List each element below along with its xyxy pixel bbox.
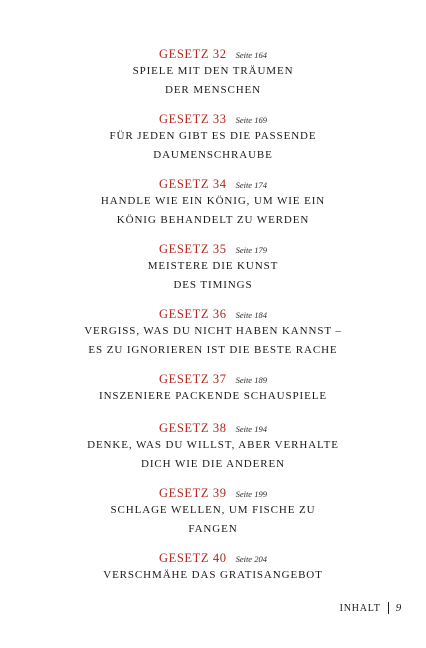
entry-heading (40, 369, 386, 387)
page-reference: Seite 164 (235, 50, 267, 60)
law-title-line: ES ZU IGNORIEREN IST DIE BESTE RACHE (88, 344, 338, 356)
page-reference: Seite 194 (235, 424, 267, 434)
law-title-line: DER MENSCHEN (164, 84, 262, 96)
page-reference: Seite 174 (235, 180, 267, 190)
toc-entry-gesetz-40 (40, 548, 386, 585)
law-title-line: KÖNIG BEHANDELT ZU WERDEN (116, 214, 310, 226)
law-title-line: INSZENIERE PACKENDE SCHAUSPIELE (99, 390, 327, 402)
toc-entry-gesetz-32 (40, 44, 386, 100)
law-title-line: SCHLAGE WELLEN, UM FISCHE ZU (110, 504, 316, 516)
page-reference: Seite 199 (235, 489, 267, 499)
law-number: GESETZ 39 (159, 486, 227, 500)
entry-heading (40, 174, 386, 192)
law-title-line: MEISTERE DIE KUNST (147, 260, 279, 272)
law-title-line: VERGISS, WAS DU NICHT HABEN KANNST – (84, 325, 342, 337)
law-title-line: DAUMENSCHRAUBE (153, 149, 273, 161)
law-title-line: SPIELE MIT DEN TRÄUMEN (132, 65, 294, 77)
page-reference: Seite 189 (235, 375, 267, 385)
law-number: GESETZ 40 (159, 551, 227, 565)
toc-entry-gesetz-38 (40, 418, 386, 474)
page-reference: Seite 179 (235, 245, 267, 255)
section-label: INHALT (339, 602, 381, 614)
law-title-line: FANGEN (188, 523, 238, 535)
law-title-line: HANDLE WIE EIN KÖNIG, UM WIE EIN (100, 195, 326, 207)
toc-entry-gesetz-35 (40, 239, 386, 295)
page-reference: Seite 184 (235, 310, 267, 320)
page-number: 9 (395, 602, 402, 614)
entry-heading (40, 304, 386, 322)
entry-heading (40, 44, 386, 62)
law-number: GESETZ 38 (159, 421, 227, 435)
law-number: GESETZ 33 (159, 112, 227, 126)
law-number: GESETZ 36 (159, 307, 227, 321)
toc-entry-gesetz-37 (40, 369, 386, 406)
entry-heading (40, 418, 386, 436)
page-reference: Seite 204 (235, 554, 267, 564)
law-title-line: DES TIMINGS (173, 279, 253, 291)
law-number: GESETZ 35 (159, 242, 227, 256)
footer-divider (388, 602, 389, 614)
toc-entry-gesetz-33 (40, 109, 386, 165)
law-number: GESETZ 32 (159, 47, 227, 61)
page-reference: Seite 169 (235, 115, 267, 125)
entry-heading (40, 548, 386, 566)
law-title-line: DENKE, WAS DU WILLST, ABER VERHALTE (87, 439, 339, 451)
toc-entry-gesetz-39 (40, 483, 386, 539)
law-number: GESETZ 37 (159, 372, 227, 386)
toc-entry-gesetz-34 (40, 174, 386, 230)
page-footer (340, 602, 402, 614)
law-title-line: DICH WIE DIE ANDEREN (141, 458, 285, 470)
entry-heading (40, 109, 386, 127)
entry-heading (40, 483, 386, 501)
entry-heading (40, 239, 386, 257)
law-title-line: FÜR JEDEN GIBT ES DIE PASSENDE (109, 130, 317, 142)
law-number: GESETZ 34 (159, 177, 227, 191)
law-title-line: VERSCHMÄHE DAS GRATISANGEBOT (103, 569, 323, 581)
toc-entry-gesetz-36 (40, 304, 386, 360)
